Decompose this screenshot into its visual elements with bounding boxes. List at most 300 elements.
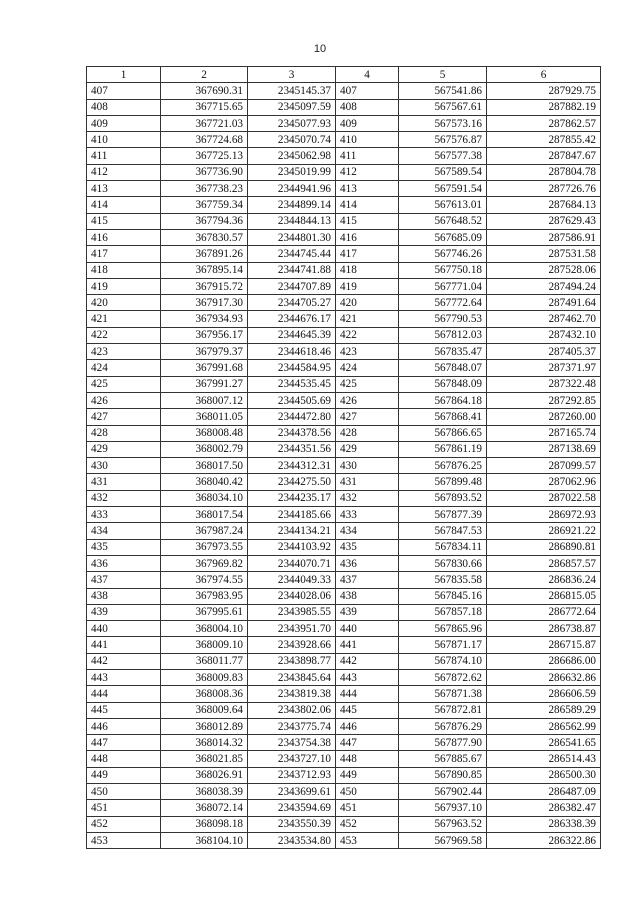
table-cell: 411 — [336, 148, 399, 164]
table-cell: 420 — [87, 295, 161, 311]
table-cell: 440 — [87, 621, 161, 637]
table-cell: 426 — [336, 392, 399, 408]
table-row — [87, 246, 601, 262]
table-cell: 409 — [87, 115, 161, 131]
table-cell: 367995.61 — [161, 604, 248, 620]
table-cell: 446 — [336, 718, 399, 734]
table-cell: 2344505.69 — [248, 392, 336, 408]
table-cell: 426 — [87, 392, 161, 408]
table-row — [87, 669, 601, 685]
table-cell: 440 — [336, 621, 399, 637]
table-row — [87, 507, 601, 523]
table-cell: 2344185.66 — [248, 507, 336, 523]
table-body — [87, 83, 601, 849]
table-cell: 567877.90 — [399, 735, 487, 751]
table-cell: 448 — [87, 751, 161, 767]
table-cell: 2344844.13 — [248, 213, 336, 229]
table-cell: 2344378.56 — [248, 425, 336, 441]
table-cell: 2343775.74 — [248, 718, 336, 734]
table-cell: 431 — [87, 474, 161, 490]
table-cell: 567790.53 — [399, 311, 487, 327]
table-cell: 2345145.37 — [248, 83, 336, 99]
table-cell: 367721.03 — [161, 115, 248, 131]
page-number: 10 — [313, 43, 327, 55]
table-cell: 567812.03 — [399, 327, 487, 343]
table-cell: 445 — [87, 702, 161, 718]
table-cell: 367759.34 — [161, 197, 248, 213]
table-row — [87, 751, 601, 767]
table-cell: 367973.55 — [161, 539, 248, 555]
table-cell: 567847.53 — [399, 523, 487, 539]
table-cell: 2344801.30 — [248, 229, 336, 245]
table-cell: 442 — [336, 653, 399, 669]
table-cell: 408 — [336, 99, 399, 115]
table-cell: 433 — [87, 507, 161, 523]
table-row — [87, 539, 601, 555]
table-cell: 286632.86 — [487, 669, 601, 685]
table-cell: 567746.26 — [399, 246, 487, 262]
table-row — [87, 327, 601, 343]
table-row — [87, 229, 601, 245]
table-cell: 417 — [336, 246, 399, 262]
table-row — [87, 686, 601, 702]
table-cell: 427 — [336, 409, 399, 425]
table-cell: 413 — [87, 181, 161, 197]
table-cell: 2343802.06 — [248, 702, 336, 718]
table-cell: 286815.05 — [487, 588, 601, 604]
table-cell: 567835.58 — [399, 572, 487, 588]
table-cell: 567893.52 — [399, 490, 487, 506]
table-cell: 419 — [87, 278, 161, 294]
table-cell: 421 — [87, 311, 161, 327]
table-cell: 567845.16 — [399, 588, 487, 604]
table-cell: 367715.65 — [161, 99, 248, 115]
table-cell: 286857.57 — [487, 555, 601, 571]
table-cell: 424 — [87, 360, 161, 376]
table-cell: 421 — [336, 311, 399, 327]
table-cell: 287491.64 — [487, 295, 601, 311]
table-cell: 2345019.99 — [248, 164, 336, 180]
table-cell: 367736.90 — [161, 164, 248, 180]
table-cell: 367895.14 — [161, 262, 248, 278]
table-cell: 567876.25 — [399, 458, 487, 474]
table-cell: 287929.75 — [487, 83, 601, 99]
table-cell: 567772.64 — [399, 295, 487, 311]
table-cell: 367991.68 — [161, 360, 248, 376]
table-cell: 368008.36 — [161, 686, 248, 702]
table-cell: 2344275.50 — [248, 474, 336, 490]
table-row — [87, 767, 601, 783]
table-cell: 287855.42 — [487, 132, 601, 148]
table-row — [87, 800, 601, 816]
table-cell: 422 — [336, 327, 399, 343]
table-cell: 287260.00 — [487, 409, 601, 425]
table-row — [87, 425, 601, 441]
table-cell: 2344103.92 — [248, 539, 336, 555]
table-cell: 567885.67 — [399, 751, 487, 767]
table-cell: 368017.50 — [161, 458, 248, 474]
table-cell: 567872.62 — [399, 669, 487, 685]
table-cell: 286589.29 — [487, 702, 601, 718]
table-cell: 2344049.33 — [248, 572, 336, 588]
table-cell: 428 — [336, 425, 399, 441]
table-row — [87, 181, 601, 197]
table-cell: 287292.85 — [487, 392, 601, 408]
table-cell: 425 — [87, 376, 161, 392]
table-cell: 567857.18 — [399, 604, 487, 620]
column-header: 2 — [161, 67, 248, 83]
table-cell: 439 — [87, 604, 161, 620]
table-cell: 287371.97 — [487, 360, 601, 376]
table-cell: 448 — [336, 751, 399, 767]
table-row — [87, 409, 601, 425]
table-cell: 567567.61 — [399, 99, 487, 115]
table-cell: 567577.38 — [399, 148, 487, 164]
table-cell: 2344741.88 — [248, 262, 336, 278]
table-cell: 367987.24 — [161, 523, 248, 539]
table-cell: 429 — [87, 441, 161, 457]
table-row — [87, 816, 601, 832]
table-cell: 2344707.89 — [248, 278, 336, 294]
table-cell: 453 — [87, 832, 161, 848]
table-cell: 287862.57 — [487, 115, 601, 131]
table-cell: 438 — [87, 588, 161, 604]
table-cell: 430 — [87, 458, 161, 474]
table-cell: 2345077.93 — [248, 115, 336, 131]
table-row — [87, 197, 601, 213]
table-cell: 450 — [87, 784, 161, 800]
table-cell: 2344028.06 — [248, 588, 336, 604]
table-cell: 567576.87 — [399, 132, 487, 148]
table-cell: 567573.16 — [399, 115, 487, 131]
table-row — [87, 555, 601, 571]
table-cell: 368004.10 — [161, 621, 248, 637]
table-cell: 413 — [336, 181, 399, 197]
table-cell: 444 — [87, 686, 161, 702]
table-cell: 433 — [336, 507, 399, 523]
table-cell: 567874.10 — [399, 653, 487, 669]
table-cell: 287322.48 — [487, 376, 601, 392]
table-cell: 414 — [87, 197, 161, 213]
table-cell: 451 — [87, 800, 161, 816]
table-cell: 451 — [336, 800, 399, 816]
table-cell: 368026.91 — [161, 767, 248, 783]
table-cell: 2343727.10 — [248, 751, 336, 767]
table-cell: 367983.95 — [161, 588, 248, 604]
table-row — [87, 653, 601, 669]
table-cell: 434 — [87, 523, 161, 539]
table-cell: 2344312.31 — [248, 458, 336, 474]
table-cell: 286338.39 — [487, 816, 601, 832]
table-cell: 368009.10 — [161, 637, 248, 653]
header-row — [87, 67, 601, 83]
table-cell: 414 — [336, 197, 399, 213]
table-cell: 368021.85 — [161, 751, 248, 767]
table-cell: 287165.74 — [487, 425, 601, 441]
table-cell: 286382.47 — [487, 800, 601, 816]
table-cell: 412 — [87, 164, 161, 180]
table-cell: 423 — [87, 344, 161, 360]
table-cell: 567750.18 — [399, 262, 487, 278]
table-cell: 368009.83 — [161, 669, 248, 685]
table-cell: 410 — [87, 132, 161, 148]
table-cell: 443 — [336, 669, 399, 685]
table-row — [87, 490, 601, 506]
table-cell: 287882.19 — [487, 99, 601, 115]
table-cell: 437 — [87, 572, 161, 588]
table-cell: 567848.07 — [399, 360, 487, 376]
table-cell: 2344745.44 — [248, 246, 336, 262]
table-cell: 368017.54 — [161, 507, 248, 523]
table-row — [87, 213, 601, 229]
table-row — [87, 278, 601, 294]
table-row — [87, 718, 601, 734]
table-cell: 2344351.56 — [248, 441, 336, 457]
table-cell: 567969.58 — [399, 832, 487, 848]
table-cell: 368007.12 — [161, 392, 248, 408]
table-header — [87, 67, 601, 83]
table-cell: 434 — [336, 523, 399, 539]
table-cell: 449 — [336, 767, 399, 783]
table-cell: 452 — [336, 816, 399, 832]
table-cell: 436 — [336, 555, 399, 571]
table-cell: 435 — [87, 539, 161, 555]
table-cell: 442 — [87, 653, 161, 669]
table-cell: 2344899.14 — [248, 197, 336, 213]
table-cell: 567589.54 — [399, 164, 487, 180]
table-cell: 567613.01 — [399, 197, 487, 213]
table-row — [87, 458, 601, 474]
table-cell: 286606.59 — [487, 686, 601, 702]
table-cell: 367891.26 — [161, 246, 248, 262]
table-cell: 453 — [336, 832, 399, 848]
table-cell: 286738.87 — [487, 621, 601, 637]
table-cell: 408 — [87, 99, 161, 115]
table-cell: 368008.48 — [161, 425, 248, 441]
table-cell: 368012.89 — [161, 718, 248, 734]
table-cell: 2344472.80 — [248, 409, 336, 425]
table-cell: 449 — [87, 767, 161, 783]
table-cell: 567963.52 — [399, 816, 487, 832]
table-cell: 287062.96 — [487, 474, 601, 490]
table-cell: 287684.13 — [487, 197, 601, 213]
table-cell: 367794.36 — [161, 213, 248, 229]
table-cell: 287726.76 — [487, 181, 601, 197]
table-cell: 367917.30 — [161, 295, 248, 311]
table-cell: 436 — [87, 555, 161, 571]
table-row — [87, 148, 601, 164]
table-row — [87, 604, 601, 620]
table-cell: 367830.57 — [161, 229, 248, 245]
table-cell: 368002.79 — [161, 441, 248, 457]
table-cell: 446 — [87, 718, 161, 734]
table-cell: 407 — [336, 83, 399, 99]
table-cell: 2344645.39 — [248, 327, 336, 343]
table-cell: 411 — [87, 148, 161, 164]
table-cell: 2343819.38 — [248, 686, 336, 702]
table-cell: 567864.18 — [399, 392, 487, 408]
table-cell: 287099.57 — [487, 458, 601, 474]
table-row — [87, 360, 601, 376]
table-cell: 2343534.80 — [248, 832, 336, 848]
table-cell: 286487.09 — [487, 784, 601, 800]
table-cell: 415 — [87, 213, 161, 229]
table-cell: 287462.70 — [487, 311, 601, 327]
table-cell: 567899.48 — [399, 474, 487, 490]
table-row — [87, 572, 601, 588]
table-cell: 2344134.21 — [248, 523, 336, 539]
table-cell: 567866.65 — [399, 425, 487, 441]
table-cell: 368034.10 — [161, 490, 248, 506]
table-row — [87, 702, 601, 718]
table-cell: 2344535.45 — [248, 376, 336, 392]
table-cell: 567871.17 — [399, 637, 487, 653]
table-cell: 441 — [336, 637, 399, 653]
table-cell: 567872.81 — [399, 702, 487, 718]
table-cell: 286972.93 — [487, 507, 601, 523]
table-cell: 2343754.38 — [248, 735, 336, 751]
table-row — [87, 621, 601, 637]
table-cell: 368104.10 — [161, 832, 248, 848]
table-row — [87, 83, 601, 99]
table-row — [87, 115, 601, 131]
table-cell: 567868.41 — [399, 409, 487, 425]
table-cell: 410 — [336, 132, 399, 148]
table-cell: 287432.10 — [487, 327, 601, 343]
table-cell: 367979.37 — [161, 344, 248, 360]
table-cell: 425 — [336, 376, 399, 392]
table-cell: 567861.19 — [399, 441, 487, 457]
table-cell: 418 — [336, 262, 399, 278]
table-cell: 567890.85 — [399, 767, 487, 783]
table-cell: 452 — [87, 816, 161, 832]
table-cell: 2343594.69 — [248, 800, 336, 816]
table-cell: 287022.58 — [487, 490, 601, 506]
table-cell: 420 — [336, 295, 399, 311]
column-header: 4 — [336, 67, 399, 83]
table-cell: 567876.29 — [399, 718, 487, 734]
column-header: 1 — [87, 67, 161, 83]
table-row — [87, 392, 601, 408]
table-row — [87, 832, 601, 848]
table-cell: 368011.05 — [161, 409, 248, 425]
table-cell: 429 — [336, 441, 399, 457]
table-cell: 567877.39 — [399, 507, 487, 523]
table-cell: 2343699.61 — [248, 784, 336, 800]
table-cell: 567591.54 — [399, 181, 487, 197]
table-cell: 409 — [336, 115, 399, 131]
table-cell: 432 — [336, 490, 399, 506]
table-cell: 418 — [87, 262, 161, 278]
table-row — [87, 588, 601, 604]
table-cell: 567871.38 — [399, 686, 487, 702]
table-row — [87, 164, 601, 180]
table-cell: 416 — [336, 229, 399, 245]
table-cell: 367915.72 — [161, 278, 248, 294]
table-cell: 368098.18 — [161, 816, 248, 832]
table-cell: 567865.96 — [399, 621, 487, 637]
table-row — [87, 262, 601, 278]
table-cell: 567685.09 — [399, 229, 487, 245]
table-cell: 367974.55 — [161, 572, 248, 588]
table-cell: 567902.44 — [399, 784, 487, 800]
table-cell: 444 — [336, 686, 399, 702]
table-cell: 2343985.55 — [248, 604, 336, 620]
column-header: 6 — [487, 67, 601, 83]
table-row — [87, 99, 601, 115]
table-cell: 2344676.17 — [248, 311, 336, 327]
table-cell: 367725.13 — [161, 148, 248, 164]
table-cell: 286322.86 — [487, 832, 601, 848]
table-cell: 430 — [336, 458, 399, 474]
table-cell: 2343898.77 — [248, 653, 336, 669]
table-cell: 2344618.46 — [248, 344, 336, 360]
table-row — [87, 132, 601, 148]
table-cell: 368009.64 — [161, 702, 248, 718]
table-cell: 367969.82 — [161, 555, 248, 571]
table-cell: 567771.04 — [399, 278, 487, 294]
table-cell: 287405.37 — [487, 344, 601, 360]
table-cell: 435 — [336, 539, 399, 555]
table-cell: 424 — [336, 360, 399, 376]
table-cell: 287629.43 — [487, 213, 601, 229]
table-cell: 287531.58 — [487, 246, 601, 262]
table-cell: 368072.14 — [161, 800, 248, 816]
table-cell: 367724.68 — [161, 132, 248, 148]
table-cell: 567541.86 — [399, 83, 487, 99]
table-cell: 567648.52 — [399, 213, 487, 229]
table-cell: 2343951.70 — [248, 621, 336, 637]
table-row — [87, 523, 601, 539]
table-cell: 286541.65 — [487, 735, 601, 751]
table-cell: 367738.23 — [161, 181, 248, 197]
table-cell: 287804.78 — [487, 164, 601, 180]
table-cell: 447 — [336, 735, 399, 751]
table-row — [87, 295, 601, 311]
column-header: 5 — [399, 67, 487, 83]
table-cell: 450 — [336, 784, 399, 800]
table-row — [87, 637, 601, 653]
table-cell: 2345097.59 — [248, 99, 336, 115]
table-cell: 415 — [336, 213, 399, 229]
table-cell: 419 — [336, 278, 399, 294]
table-cell: 286715.87 — [487, 637, 601, 653]
table-cell: 2345070.74 — [248, 132, 336, 148]
table-cell: 567848.09 — [399, 376, 487, 392]
table-row — [87, 441, 601, 457]
table-cell: 2343928.66 — [248, 637, 336, 653]
table-cell: 427 — [87, 409, 161, 425]
table-cell: 2344584.95 — [248, 360, 336, 376]
table-cell: 367956.17 — [161, 327, 248, 343]
table-cell: 2344705.27 — [248, 295, 336, 311]
table-cell: 367934.93 — [161, 311, 248, 327]
table-cell: 445 — [336, 702, 399, 718]
table-cell: 2343550.39 — [248, 816, 336, 832]
table-cell: 367991.27 — [161, 376, 248, 392]
table-cell: 567830.66 — [399, 555, 487, 571]
table-cell: 286686.00 — [487, 653, 601, 669]
table-cell: 2344235.17 — [248, 490, 336, 506]
table-cell: 287494.24 — [487, 278, 601, 294]
table-cell: 286836.24 — [487, 572, 601, 588]
table-cell: 286514.43 — [487, 751, 601, 767]
table-cell: 2345062.98 — [248, 148, 336, 164]
table-cell: 416 — [87, 229, 161, 245]
table-cell: 2344941.96 — [248, 181, 336, 197]
table-cell: 407 — [87, 83, 161, 99]
table-cell: 286890.81 — [487, 539, 601, 555]
